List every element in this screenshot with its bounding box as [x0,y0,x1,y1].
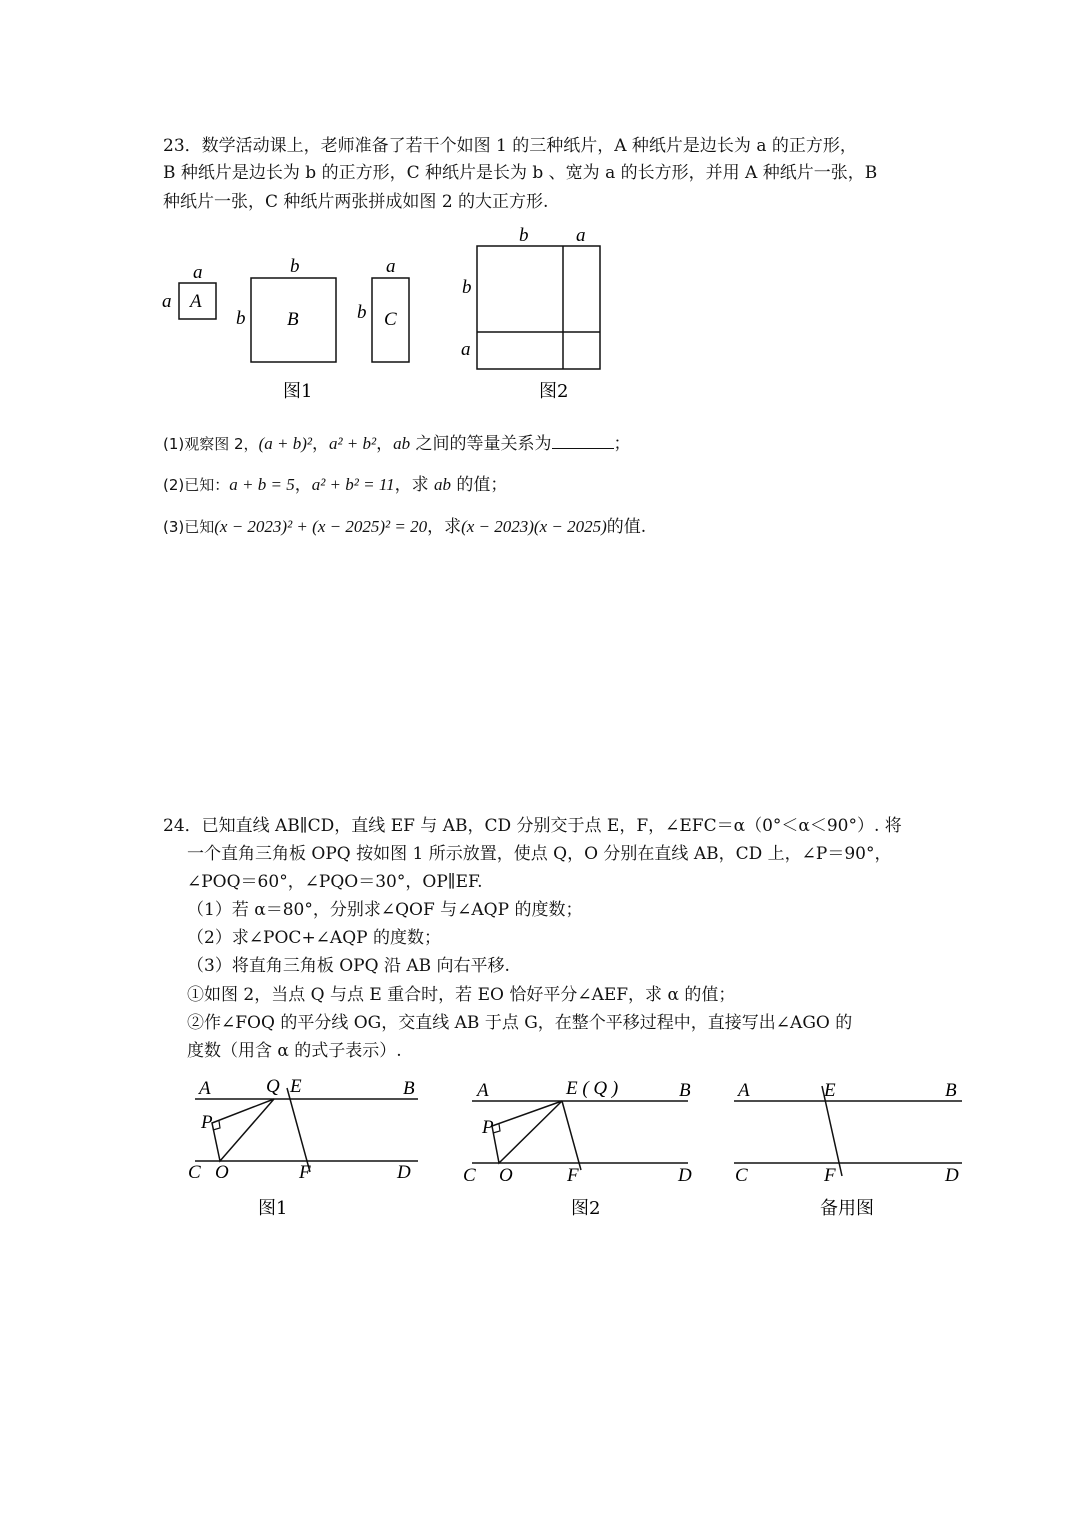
q24-fig2 [463,1078,692,1219]
q23-line2: B 种纸片是边长为 b 的正方形，C 种纸片是长为 b 、宽为 a 的长方形，并用 A 种纸片一张，B [163,163,878,183]
fig2-caption: 图2 [539,381,569,402]
fig2-a-top: a [576,225,586,246]
fig2-a-left: a [461,339,471,360]
f1-F: F [299,1162,311,1183]
f1-B: B [403,1078,415,1099]
f2-A: A [477,1080,489,1101]
f1-O: O [215,1162,229,1183]
f3-D: D [945,1165,959,1186]
label-a-left: a [162,291,172,312]
f2-F: F [567,1165,579,1186]
f1-E: E [290,1076,302,1097]
f1-P: P [201,1112,213,1133]
q24-line2: 一个直角三角板 OPQ 按如图 1 所示放置，使点 Q，O 分别在直线 AB，CD 上，∠P＝90°， [187,844,892,864]
q24-line9: 度数（用含 α 的式子表示）. [187,1041,402,1061]
f3-C: C [735,1165,748,1186]
q24-fig1 [188,1076,418,1219]
f2-C: C [463,1165,476,1186]
fig1-caption: 图1 [283,381,313,402]
q24-line7: ①如图 2，当点 Q 与点 E 重合时，若 EO 恰好平分∠AEF，求 α 的值； [187,985,736,1005]
q23-sub1: (1)观察图 2，(a + b)²，a² + b²，ab 之间的等量关系为 ； [163,434,631,454]
f1-caption: 图1 [258,1198,288,1219]
f3-E: E [824,1080,836,1101]
label-b-left: b [236,308,246,329]
label-b-top: b [290,256,300,277]
fig2-b-left: b [462,277,472,298]
q23-line3: 种纸片一张，C 种纸片两张拼成如图 2 的大正方形. [163,192,549,212]
f1-C: C [188,1162,201,1183]
f2-D: D [678,1165,692,1186]
f3-B: B [945,1080,957,1101]
f3-A: A [738,1080,750,1101]
label-a-top: a [193,262,203,283]
label-c-top: a [386,256,396,277]
f2-B: B [679,1080,691,1101]
q23-line1: 23．数学活动课上，老师准备了若干个如图 1 的三种纸片，A 种纸片是边长为 a 的正方形， [163,136,857,156]
f2-EQ: E ( Q ) [566,1078,619,1099]
label-B: B [287,309,299,330]
f2-caption: 图2 [571,1198,601,1219]
f2-O: O [499,1165,513,1186]
f2-P: P [482,1117,494,1138]
q23-sub3: (3)已知(x − 2023)² + (x − 2025)² = 20，求(x − 2023)(x − 2025)的值. [163,517,647,537]
label-c-left: b [357,302,367,323]
f3-caption: 备用图 [820,1198,874,1219]
f1-Q: Q [266,1076,280,1097]
f1-D: D [397,1162,411,1183]
fig2-b-top: b [519,225,529,246]
q24-fig3 [734,1080,962,1219]
f3-F: F [824,1165,836,1186]
q24-line8: ②作∠FOQ 的平分线 OG，交直线 AB 于点 G，在整个平移过程中，直接写出∠AGO 的 [187,1013,853,1033]
f1-A: A [199,1078,211,1099]
label-C: C [384,309,397,330]
label-A: A [190,291,202,312]
q24-line6: （3）将直角三角板 OPQ 沿 AB 向右平移. [187,956,510,976]
q24-line4: （1）若 α＝80°，分别求∠QOF 与∠AQP 的度数； [187,900,583,920]
q24-line1: 24．已知直线 AB∥CD，直线 EF 与 AB，CD 分别交于点 E，F，∠EFC＝α（0°＜α＜90°）. 将 [163,816,902,836]
q24-line5: （2）求∠POC+∠AQP 的度数； [187,928,441,948]
q23-sub2: (2)已知：a + b = 5，a² + b² = 11，求 ab 的值； [163,475,508,495]
q24-line3: ∠POQ＝60°，∠PQO＝30°，OP∥EF. [187,872,483,892]
